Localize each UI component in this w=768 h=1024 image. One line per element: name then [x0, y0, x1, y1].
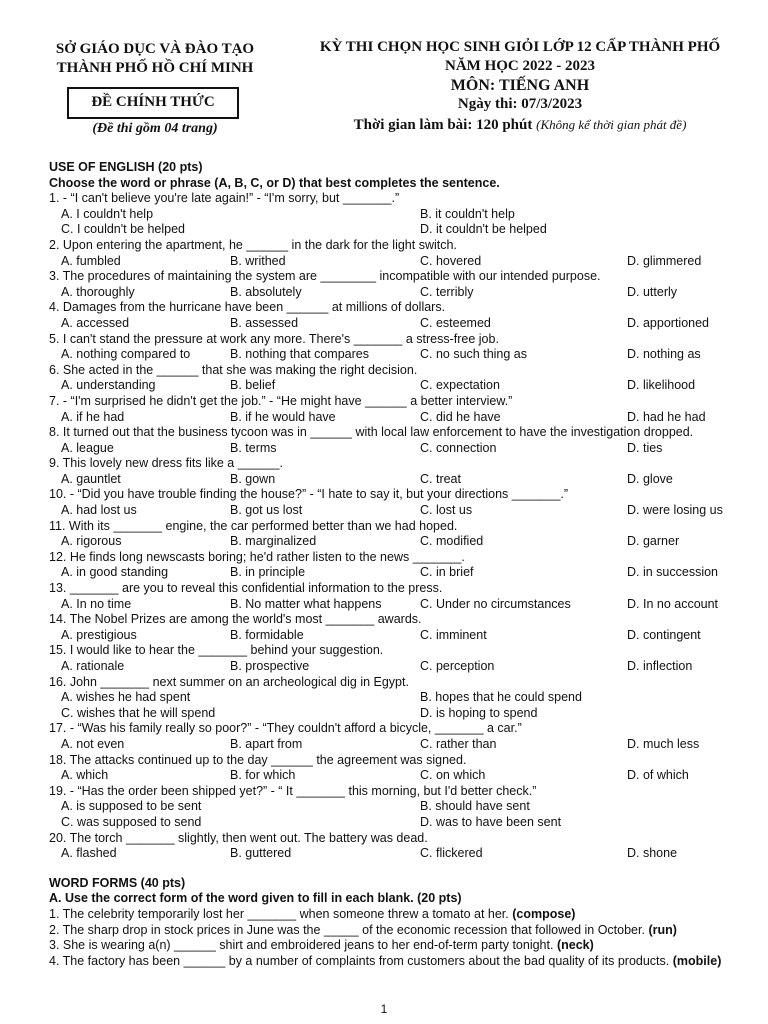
- answer-option: A. fumbled: [61, 253, 121, 268]
- question-stem: 10. - “Did you have trouble finding the house?” - “I hate to say it, but your directions _______.”: [49, 487, 569, 502]
- answer-option: C. treat: [420, 471, 461, 486]
- answer-option: B. assessed: [230, 315, 299, 330]
- option-row: [49, 207, 739, 223]
- option-row: [49, 799, 739, 815]
- answer-option: C. hovered: [420, 253, 482, 268]
- option-row: [49, 690, 739, 706]
- word-form-root: (run): [648, 922, 677, 937]
- question-stem: 7. - “I'm surprised he didn't get the job.” - “He might have ______ a better interview.”: [49, 393, 513, 408]
- answer-option: D. shone: [627, 846, 678, 861]
- answer-option: C. in brief: [420, 565, 474, 580]
- question-stem: 13. _______ are you to reveal this confidential information to the press.: [49, 581, 443, 596]
- answer-option: D. were losing us: [627, 503, 723, 518]
- word-form-item: [49, 938, 739, 954]
- answer-option: B. it couldn't help: [420, 206, 515, 221]
- answer-option: A. In no time: [61, 596, 132, 611]
- answer-option: C. imminent: [420, 627, 487, 642]
- question-stem: 11. With its _______ engine, the car performed better than we had hoped.: [49, 518, 458, 533]
- answer-option: D. had he had: [627, 409, 706, 424]
- answer-option: D. In no account: [627, 596, 719, 611]
- word-form-item: [49, 907, 739, 923]
- answer-option: B. formidable: [230, 627, 304, 642]
- answer-option: C. flickered: [420, 846, 483, 861]
- answer-option: A. gauntlet: [61, 471, 121, 486]
- time-line: [300, 115, 740, 135]
- answer-option: B. belief: [230, 378, 276, 393]
- subject: MÔN: TIẾNG ANH: [450, 77, 590, 94]
- option-row: [49, 628, 739, 644]
- answer-option: B. should have sent: [420, 799, 530, 814]
- answer-option: A. prestigious: [61, 627, 137, 642]
- option-row: [49, 534, 739, 550]
- answer-option: A. which: [61, 768, 109, 783]
- answer-option: D. glove: [627, 471, 673, 486]
- answer-option: D. inflection: [627, 659, 693, 673]
- word-form-sentence: 4. The factory has been ______ by a number of complaints from customers about the bad quality of its products.: [49, 953, 670, 968]
- answer-option: C. rather than: [420, 736, 497, 751]
- question-stem: 9. This lovely new dress fits like a ______.: [49, 456, 283, 471]
- time-note: (Không kể thời gian phát đề): [536, 117, 687, 132]
- answer-option: C. modified: [420, 534, 484, 549]
- question-list: [49, 191, 739, 862]
- question-stem: 18. The attacks continued up to the day ______ the agreement was signed.: [49, 752, 467, 767]
- department-line-1: SỞ GIÁO DỤC VÀ ĐÀO TẠO: [55, 41, 255, 57]
- word-form-sentence: 1. The celebrity temporarily lost her _______ when someone threw a tomato at her.: [49, 906, 509, 921]
- question-stem: 14. The Nobel Prizes are among the world's most _______ awards.: [49, 612, 422, 627]
- answer-option: D. ties: [627, 440, 663, 455]
- option-row: [49, 597, 739, 613]
- answer-option: A. had lost us: [61, 503, 137, 518]
- answer-option: A. is supposed to be sent: [61, 799, 202, 814]
- answer-option: D. likelihood: [627, 378, 696, 393]
- answer-option: A. rationale: [61, 659, 125, 673]
- answer-option: D. contingent: [627, 627, 701, 642]
- answer-option: C. lost us: [420, 503, 473, 518]
- option-row: [49, 441, 739, 457]
- option-row: [49, 410, 739, 426]
- answer-option: C. expectation: [420, 378, 500, 393]
- answer-option: B. guttered: [230, 846, 292, 861]
- question-stem: 2. Upon entering the apartment, he ______ in the dark for the light switch.: [49, 237, 457, 252]
- exam-header: [300, 38, 740, 135]
- answer-option: C. on which: [420, 768, 486, 783]
- answer-option: D. glimmered: [627, 253, 702, 268]
- section-instruction: Choose the word or phrase (A, B, C, or D) that best completes the sentence.: [49, 175, 500, 190]
- department-line-2: THÀNH PHỐ HỒ CHÍ MINH: [56, 60, 254, 76]
- answer-option: B. No matter what happens: [230, 596, 382, 611]
- answer-option: C. perception: [420, 659, 495, 673]
- option-row: [49, 846, 739, 862]
- answer-option: D. garner: [627, 534, 680, 549]
- answer-option: D. utterly: [627, 284, 678, 299]
- option-row: [49, 768, 739, 784]
- answer-option: D. apportioned: [627, 315, 710, 330]
- answer-option: A. understanding: [61, 378, 156, 393]
- school-year: NĂM HỌC 2022 - 2023: [445, 58, 595, 74]
- option-row: [49, 378, 739, 394]
- option-row: [49, 472, 739, 488]
- option-row: [49, 737, 739, 753]
- section-title-word-forms: WORD FORMS (40 pts): [49, 875, 186, 890]
- answer-option: D. much less: [627, 736, 700, 751]
- answer-option: A. accessed: [61, 315, 130, 330]
- pages-note: (Đề thi gồm 04 trang): [92, 121, 218, 136]
- official-exam-box: ĐỀ CHÍNH THỨC: [67, 87, 239, 119]
- answer-option: C. I couldn't be helped: [61, 222, 185, 237]
- answer-option: A. nothing compared to: [61, 347, 191, 362]
- question-stem: 1. - “I can't believe you're late again!” - “I'm sorry, but _______.”: [49, 191, 400, 206]
- answer-option: C. did he have: [420, 409, 501, 424]
- answer-option: A. flashed: [61, 846, 117, 861]
- answer-option: D. nothing as: [627, 347, 701, 362]
- option-row: [49, 659, 739, 675]
- question-stem: 20. The torch _______ slightly, then went out. The battery was dead.: [49, 830, 428, 845]
- answer-option: C. wishes that he will spend: [61, 705, 216, 720]
- answer-option: B. terms: [230, 440, 277, 455]
- question-stem: 4. Damages from the hurricane have been ______ at millions of dollars.: [49, 300, 446, 315]
- time-label: Thời gian làm bài: 120 phút: [353, 117, 533, 133]
- word-form-item: [49, 954, 739, 970]
- answer-option: A. league: [61, 440, 114, 455]
- answer-option: B. if he would have: [230, 409, 336, 424]
- answer-option: D. of which: [627, 768, 689, 783]
- page-number: 1: [380, 1002, 388, 1016]
- question-stem: 12. He finds long newscasts boring; he'd rather listen to the news _______.: [49, 549, 465, 564]
- answer-option: B. in principle: [230, 565, 306, 580]
- answer-option: B. got us lost: [230, 503, 303, 518]
- question-stem: 15. I would like to hear the _______ behind your suggestion.: [49, 643, 384, 658]
- answer-option: C. connection: [420, 440, 497, 455]
- word-forms-instruction: A. Use the correct form of the word given to fill in each blank. (20 pts): [49, 891, 462, 906]
- answer-option: A. thoroughly: [61, 284, 135, 299]
- exam-date: Ngày thi: 07/3/2023: [457, 96, 583, 112]
- word-forms-list: [49, 907, 739, 969]
- answer-option: A. in good standing: [61, 565, 169, 580]
- answer-option: C. no such thing as: [420, 347, 528, 362]
- section-title-use-of-english: USE OF ENGLISH (20 pts): [49, 160, 203, 174]
- answer-option: B. apart from: [230, 736, 303, 751]
- answer-option: C. was supposed to send: [61, 814, 202, 829]
- answer-option: B. for which: [230, 768, 296, 783]
- answer-option: A. rigorous: [61, 534, 122, 549]
- question-stem: 8. It turned out that the business tycoon was in ______ with local law enforcement to have the investigation dropped.: [49, 425, 694, 440]
- question-stem: 6. She acted in the ______ that she was making the right decision.: [49, 362, 418, 377]
- option-row: [49, 285, 739, 301]
- answer-option: D. was to have been sent: [420, 814, 562, 829]
- question-stem: 17. - “Was his family really so poor?” - “They couldn't afford a bicycle, _______ a car.”: [49, 721, 522, 736]
- option-row: [49, 316, 739, 332]
- answer-option: A. wishes he had spent: [61, 690, 191, 705]
- answer-option: B. nothing that compares: [230, 347, 369, 362]
- answer-option: A. I couldn't help: [61, 206, 154, 221]
- option-row: [49, 815, 739, 831]
- answer-option: C. terribly: [420, 284, 474, 299]
- question-stem: 19. - “Has the order been shipped yet?” - “ It _______ this morning, but I'd better check.”: [49, 783, 537, 798]
- word-form-sentence: 2. The sharp drop in stock prices in June was the _____ of the economic recession that followed in October.: [49, 922, 645, 937]
- word-form-item: [49, 923, 739, 939]
- answer-option: D. in succession: [627, 565, 719, 580]
- answer-option: D. is hoping to spend: [420, 705, 538, 720]
- answer-option: B. writhed: [230, 253, 286, 268]
- answer-option: B. gown: [230, 471, 276, 486]
- option-row: [49, 503, 739, 519]
- word-form-root: (mobile): [672, 953, 722, 968]
- question-stem: 16. John _______ next summer on an archeological dig in Egypt.: [49, 674, 409, 689]
- answer-option: A. if he had: [61, 409, 125, 424]
- answer-option: C. Under no circumstances: [420, 596, 571, 611]
- word-form-sentence: 3. She is wearing a(n) ______ shirt and embroidered jeans to her end-of-term party tonight.: [49, 938, 554, 953]
- answer-option: B. marginalized: [230, 534, 317, 549]
- option-row: [49, 347, 739, 363]
- answer-option: C. esteemed: [420, 315, 491, 330]
- answer-option: B. hopes that he could spend: [420, 690, 582, 705]
- answer-option: B. prospective: [230, 659, 310, 673]
- question-stem: 3. The procedures of maintaining the system are ________ incompatible with our intended purpose.: [49, 269, 601, 284]
- answer-option: A. not even: [61, 736, 125, 751]
- answer-option: D. it couldn't be helped: [420, 222, 547, 237]
- question-stem: 5. I can't stand the pressure at work any more. There's _______ a stress-free job.: [49, 331, 499, 346]
- exam-content: [49, 160, 739, 969]
- word-form-root: (neck): [556, 938, 594, 953]
- word-form-root: (compose): [512, 906, 576, 921]
- answer-option: B. absolutely: [230, 284, 302, 299]
- option-row: [49, 254, 739, 270]
- option-row: [49, 706, 739, 722]
- exam-title: KỲ THI CHỌN HỌC SINH GIỎI LỚP 12 CẤP THÀNH PHỐ: [319, 39, 721, 55]
- department-header: [40, 40, 270, 78]
- option-row: [49, 222, 739, 238]
- option-row: [49, 565, 739, 581]
